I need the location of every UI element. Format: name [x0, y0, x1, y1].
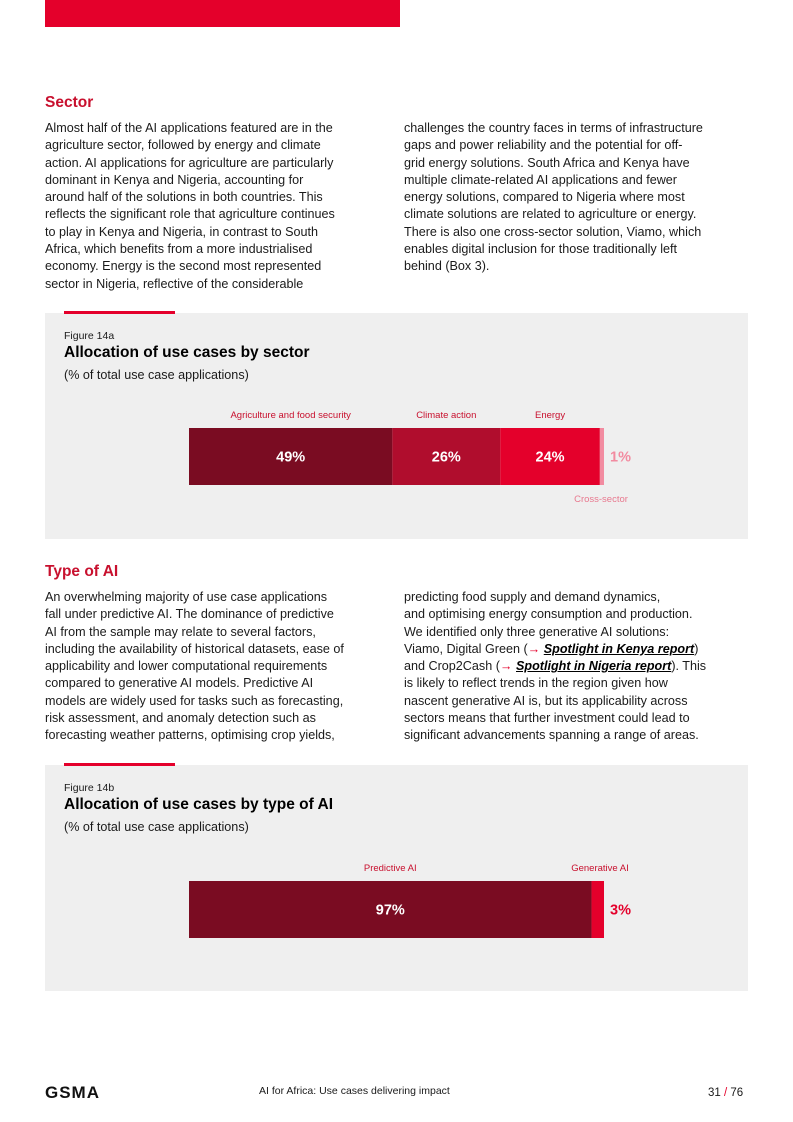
text-line: enables digital inclusion for those traditionally left: [404, 242, 678, 257]
category-label-climate-action: Climate action: [416, 410, 477, 421]
text-line: nascent generative AI is, but its applicability across: [404, 693, 688, 708]
text-line: models are widely used for tasks such as forecasting,: [45, 693, 344, 708]
figure-title: Allocation of use cases by sector: [64, 344, 310, 361]
page-separator: /: [724, 1087, 728, 1099]
sector-column-2: [404, 120, 748, 276]
category-label-energy: Energy: [534, 410, 566, 421]
type-column-1: [45, 589, 389, 745]
gsma-logo: GSMA: [45, 1083, 100, 1102]
text-line: sector in Nigeria, reflective of the considerable: [45, 276, 304, 291]
value-label-climate-action: 26%: [431, 449, 461, 466]
text-fragment: Viamo, Digital Green (: [404, 641, 528, 656]
spotlight-nigeria-link[interactable]: Spotlight in Nigeria report: [516, 659, 672, 674]
text-line: agriculture sector, followed by energy and climate: [45, 138, 321, 153]
text-fragment: and Crop2Cash (: [404, 659, 500, 674]
text-line: [404, 658, 748, 675]
value-label-energy: 24%: [535, 449, 565, 466]
text-line: compared to generative AI models. Predictive AI: [45, 676, 314, 691]
figure-subtitle: (% of total use case applications): [64, 368, 249, 382]
text-line: risk assessment, and anomaly detection such as: [45, 711, 316, 726]
text-line: energy solutions, compared to Nigeria where most: [404, 190, 685, 205]
figure-label: Figure 14b: [64, 782, 115, 794]
category-label-generative-ai: Generative AI: [571, 863, 629, 874]
text-line: [404, 641, 748, 658]
figure-title: Allocation of use cases by type of AI: [64, 796, 334, 813]
text-line: Africa, which benefits from a more industrialised: [45, 242, 313, 257]
text-line: There is also one cross-sector solution, Viamo, which: [404, 224, 702, 239]
total-pages: 76: [730, 1087, 744, 1099]
arrow-right-icon: →: [527, 641, 541, 656]
text-line: around half of the solutions in both countries. This: [45, 190, 323, 205]
category-label-cross-sector: Cross-sector: [574, 494, 628, 505]
text-line: predicting food supply and demand dynamics,: [404, 590, 661, 604]
text-line: including the availability of historical datasets, ease of: [45, 641, 344, 656]
text-line: dominant in Kenya and Nigeria, accounting for: [45, 172, 304, 187]
footer-document-title: AI for Africa: Use cases delivering impact: [259, 1085, 450, 1097]
text-fragment: ). This: [671, 659, 707, 674]
bar-segment-cross-sector: [600, 428, 604, 485]
text-line: reflects the significant role that agriculture continues: [45, 207, 335, 222]
type-stacked-bar-chart: [45, 765, 748, 991]
text-line: to play in Kenya and Nigeria, in contrast to South: [45, 224, 319, 239]
text-line: and optimising energy consumption and production.: [404, 607, 693, 622]
text-line: action. AI applications for agriculture are particularly: [45, 155, 334, 170]
value-label-generative-ai: 3%: [610, 902, 631, 919]
section-title-sector: Sector: [45, 94, 94, 111]
top-accent-bar: [45, 0, 400, 27]
sector-stacked-bar-chart: [45, 313, 748, 539]
text-line: climate solutions are related to agriculture or energy.: [404, 207, 697, 222]
text-line: An overwhelming majority of use case applications: [45, 590, 328, 604]
figure-subtitle: (% of total use case applications): [64, 820, 249, 834]
text-line: Almost half of the AI applications featured are in the: [45, 121, 333, 135]
bar-segment-generative-ai: [592, 881, 604, 938]
text-line: applicability and lower computational requirements: [45, 659, 328, 674]
text-line: sectors means that further investment could lead to: [404, 711, 690, 726]
text-line: gaps and power reliability and the potential for off-: [404, 138, 683, 153]
text-line: challenges the country faces in terms of infrastructure: [404, 121, 703, 135]
value-label-predictive-ai: 97%: [375, 902, 405, 919]
value-label-agriculture-and-food-security: 49%: [276, 449, 306, 466]
text-line: is likely to reflect trends in the region given how: [404, 676, 668, 691]
text-fragment: ): [694, 641, 699, 656]
figure-14a: [45, 313, 748, 539]
arrow-right-icon: →: [499, 659, 513, 674]
text-line: AI from the sample may relate to several factors,: [45, 624, 316, 639]
text-line: fall under predictive AI. The dominance of predictive: [45, 607, 334, 622]
text-line: economy. Energy is the second most represented: [45, 259, 322, 274]
spotlight-kenya-link[interactable]: Spotlight in Kenya report: [543, 641, 695, 656]
text-line: behind (Box 3).: [404, 259, 490, 274]
figure-label: Figure 14a: [64, 330, 115, 342]
text-line: significant advancements spanning a range of areas.: [404, 728, 699, 743]
text-line: grid energy solutions. South Africa and Kenya have: [404, 155, 690, 170]
sector-column-1: [45, 120, 389, 293]
value-label-cross-sector: 1%: [610, 449, 631, 466]
figure-14b: [45, 765, 748, 991]
current-page: 31: [708, 1087, 721, 1099]
type-column-2: [404, 589, 748, 745]
page-number: [708, 1087, 743, 1099]
text-line: forecasting weather patterns, optimising crop yields,: [45, 728, 335, 743]
category-label-predictive-ai: Predictive AI: [363, 863, 417, 874]
text-line: multiple climate-related AI applications and fewer: [404, 172, 678, 187]
category-label-agriculture-and-food-security: Agriculture and food security: [230, 410, 351, 421]
text-line: We identified only three generative AI solutions:: [404, 624, 670, 639]
section-title-type-of-ai: Type of AI: [45, 563, 119, 580]
